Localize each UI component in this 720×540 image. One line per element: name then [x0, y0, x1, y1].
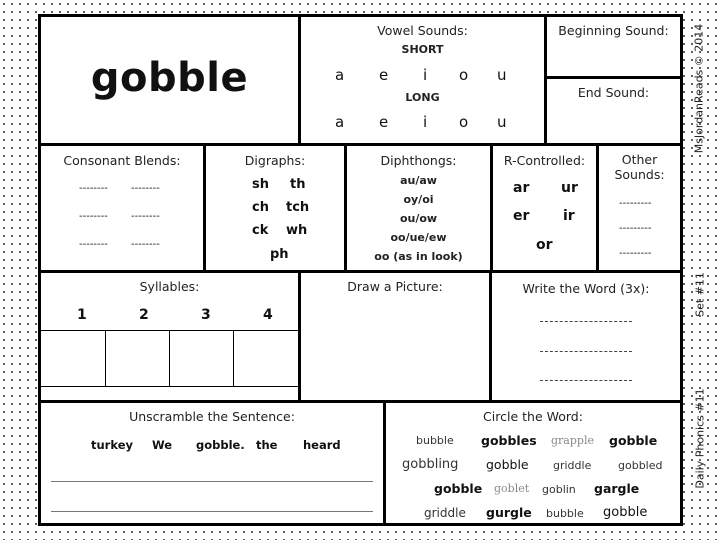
r-controlled-ur: ur: [561, 180, 578, 196]
word-choice[interactable]: gobble: [603, 505, 648, 520]
blend-blank: --------: [79, 211, 108, 222]
diphthongs-title: Diphthongs:: [380, 153, 457, 168]
r-controlled-er: er: [513, 208, 530, 224]
diphthong-item: au/aw: [400, 174, 437, 187]
word-choice[interactable]: gurgle: [486, 505, 532, 520]
blend-blank: --------: [131, 211, 160, 222]
scrambled-word: turkey: [91, 438, 133, 452]
digraph-wh: wh: [286, 223, 308, 238]
write-word-title: Write the Word (3x):: [522, 281, 650, 296]
word-choice[interactable]: gobbled: [618, 459, 663, 472]
other-sounds-title-line1: Other: [621, 152, 658, 167]
scrambled-word: the: [256, 438, 278, 452]
other-sounds-box: [599, 146, 680, 270]
beginning-sound-title: Beginning Sound:: [558, 23, 669, 38]
digraph-tch: tch: [286, 200, 310, 215]
write-line[interactable]: [540, 351, 632, 352]
other-sound-blank: ---------: [619, 248, 652, 259]
word-choice[interactable]: gobbles: [481, 433, 537, 448]
digraph-ph: ph: [270, 247, 289, 262]
other-sounds-title-line2: Sounds:: [614, 167, 665, 182]
short-label: SHORT: [401, 43, 444, 56]
target-word: gobble: [90, 55, 249, 101]
long-vowel-o: o: [459, 113, 469, 131]
copyright-label: MsJordanReads © 2014: [692, 23, 706, 154]
short-vowel-u: u: [497, 66, 507, 84]
syllables-box: [41, 273, 298, 400]
vowel-sounds-title: Vowel Sounds:: [377, 23, 468, 38]
r-controlled-ar: ar: [513, 180, 530, 196]
scrambled-word: gobble.: [196, 438, 245, 452]
long-vowel-u: u: [497, 113, 507, 131]
word-box: [41, 17, 298, 143]
end-sound-title: End Sound:: [577, 85, 650, 100]
syllable-number-4: 4: [263, 307, 273, 323]
word-choice[interactable]: gobble: [609, 433, 658, 448]
diphthong-item: ou/ow: [399, 212, 438, 225]
digraph-ch: ch: [252, 200, 269, 215]
draw-picture-title: Draw a Picture:: [347, 279, 443, 294]
draw-picture-box[interactable]: [301, 273, 489, 400]
write-word-box: [492, 273, 680, 400]
scrambled-word: We: [152, 438, 173, 452]
daily-phonics-label: Daily Phonics #11: [693, 388, 707, 489]
syllable-number-2: 2: [139, 307, 149, 323]
short-vowel-a: a: [335, 66, 345, 84]
consonant-blends-box: [41, 146, 203, 270]
word-choice[interactable]: grapple: [551, 434, 594, 447]
word-choice[interactable]: gobble: [434, 481, 483, 496]
diphthong-item: oo (as in look): [374, 250, 463, 263]
sentence-line[interactable]: [51, 511, 373, 512]
digraph-ck: ck: [252, 223, 269, 238]
write-line[interactable]: [540, 380, 632, 381]
syllables-title: Syllables:: [139, 279, 200, 294]
end-sound-box: [547, 79, 680, 143]
set-label: Set #11: [693, 272, 707, 317]
long-vowel-e: e: [379, 113, 389, 131]
vowel-sounds-box: [301, 17, 544, 143]
word-choice[interactable]: goblet: [494, 482, 530, 495]
blend-blank: --------: [79, 239, 108, 250]
diphthong-item: oy/oi: [403, 193, 434, 206]
word-choice[interactable]: gobble: [486, 457, 529, 472]
word-choice[interactable]: griddle: [553, 459, 592, 472]
circle-word-title: Circle the Word:: [483, 409, 583, 424]
unscramble-title: Unscramble the Sentence:: [129, 409, 295, 424]
sentence-line[interactable]: [51, 481, 373, 482]
blend-blank: --------: [131, 183, 160, 194]
digraph-th: th: [290, 177, 306, 192]
circle-word-box: [386, 403, 680, 523]
syllable-number-3: 3: [201, 307, 211, 323]
digraphs-title: Digraphs:: [244, 153, 306, 168]
short-vowel-o: o: [459, 66, 469, 84]
blend-blank: --------: [131, 239, 160, 250]
word-choice[interactable]: gobbling: [402, 457, 459, 472]
other-sound-blank: ---------: [619, 223, 652, 234]
word-choice[interactable]: bubble: [416, 434, 454, 447]
word-choice[interactable]: griddle: [424, 506, 466, 520]
r-controlled-ir: ir: [563, 208, 575, 224]
phonics-worksheet: [38, 14, 683, 526]
word-choice[interactable]: gargle: [594, 481, 640, 496]
diphthongs-box: [347, 146, 490, 270]
long-vowel-i: i: [423, 113, 428, 131]
word-choice[interactable]: bubble: [546, 507, 584, 520]
digraph-sh: sh: [252, 177, 269, 192]
beginning-sound-box: [547, 17, 680, 76]
r-controlled-title: R-Controlled:: [503, 153, 586, 168]
scrambled-word: heard: [303, 438, 341, 452]
r-controlled-box: [493, 146, 596, 270]
syllable-number-1: 1: [77, 307, 87, 323]
other-sound-blank: ---------: [619, 198, 652, 209]
long-label: LONG: [405, 91, 440, 104]
long-vowel-a: a: [335, 113, 345, 131]
digraphs-box: [206, 146, 344, 270]
consonant-blends-title: Consonant Blends:: [63, 153, 181, 168]
unscramble-box: [41, 403, 383, 523]
diphthong-item: oo/ue/ew: [390, 231, 447, 244]
r-controlled-or: or: [536, 237, 553, 253]
short-vowel-i: i: [423, 66, 428, 84]
word-choice[interactable]: goblin: [542, 483, 576, 496]
blend-blank: --------: [79, 183, 108, 194]
short-vowel-e: e: [379, 66, 389, 84]
write-line[interactable]: [540, 321, 632, 322]
